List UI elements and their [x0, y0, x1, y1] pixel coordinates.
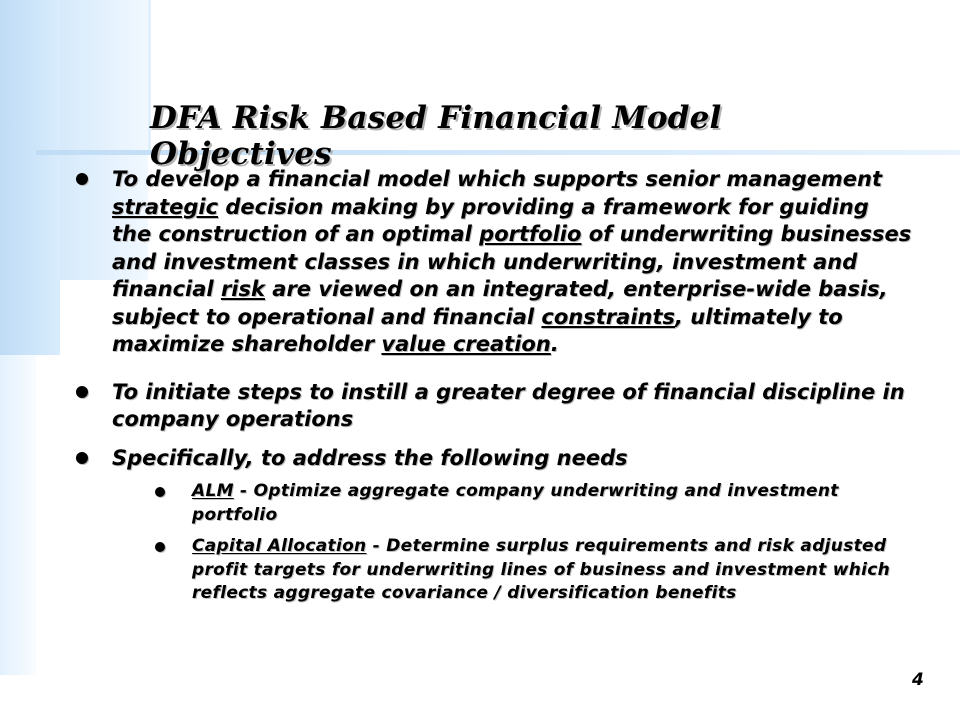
sub-bullet-dot-icon: [155, 542, 165, 552]
text-segment: To develop a financial model which supports senior management: [112, 167, 882, 191]
underlined-term: value creation: [381, 332, 551, 356]
bullet-text: [112, 446, 628, 470]
underlined-term: risk: [220, 277, 265, 301]
underlined-term: Capital Allocation: [192, 536, 367, 556]
sub-bullet-text: [192, 536, 890, 603]
sub-bullet-capital-allocation: [152, 535, 912, 606]
text-segment: .: [550, 332, 559, 356]
bullet-dot-icon: [76, 173, 88, 185]
sub-bullet-alm: [152, 480, 912, 527]
underlined-term: constraints: [541, 304, 675, 329]
bullet-2: [72, 379, 912, 434]
underlined-term: ALM: [192, 481, 234, 501]
text-segment: Specifically, to address the following needs: [112, 445, 628, 470]
bullet-1: [72, 166, 912, 359]
bullet-3: [72, 445, 912, 606]
text-segment: of underwriting businesses and investment classes in which underwriting, investment and financial: [112, 222, 912, 301]
text-segment: To initiate steps to instill a greater degree of financial discipline in company operations: [112, 379, 905, 431]
page-number: 4: [912, 670, 924, 690]
text-segment: are viewed on an integrated, enterprise-wide basis, subject to operational and financial: [112, 277, 888, 329]
decorative-strip-left: [0, 355, 36, 675]
bullet-text: [112, 167, 911, 356]
sub-bullet-list: [112, 480, 912, 606]
sub-bullet-text: [192, 481, 839, 525]
sub-bullet-dot-icon: [155, 487, 165, 497]
underlined-term: strategic: [112, 194, 219, 219]
bullet-dot-icon: [76, 452, 88, 464]
slide-content: [72, 166, 912, 617]
text-segment: - Optimize aggregate company underwriting and investment portfolio: [192, 481, 839, 525]
text-segment: , ultimately to maximize shareholder: [112, 304, 843, 356]
underlined-term: portfolio: [479, 222, 582, 246]
bullet-text: [112, 380, 905, 432]
bullet-dot-icon: [76, 386, 88, 398]
slide-title: DFA Risk Based Financial Model Objectives: [150, 100, 722, 172]
decorative-block-left: [0, 0, 60, 355]
text-segment: - Determine surplus requirements and risk adjusted profit targets for underwriting lines of business and investment which reflects aggregate covariance / diversification benefits: [192, 536, 891, 603]
text-segment: decision making by providing a framework for guiding the construction of an optimal: [112, 194, 869, 246]
